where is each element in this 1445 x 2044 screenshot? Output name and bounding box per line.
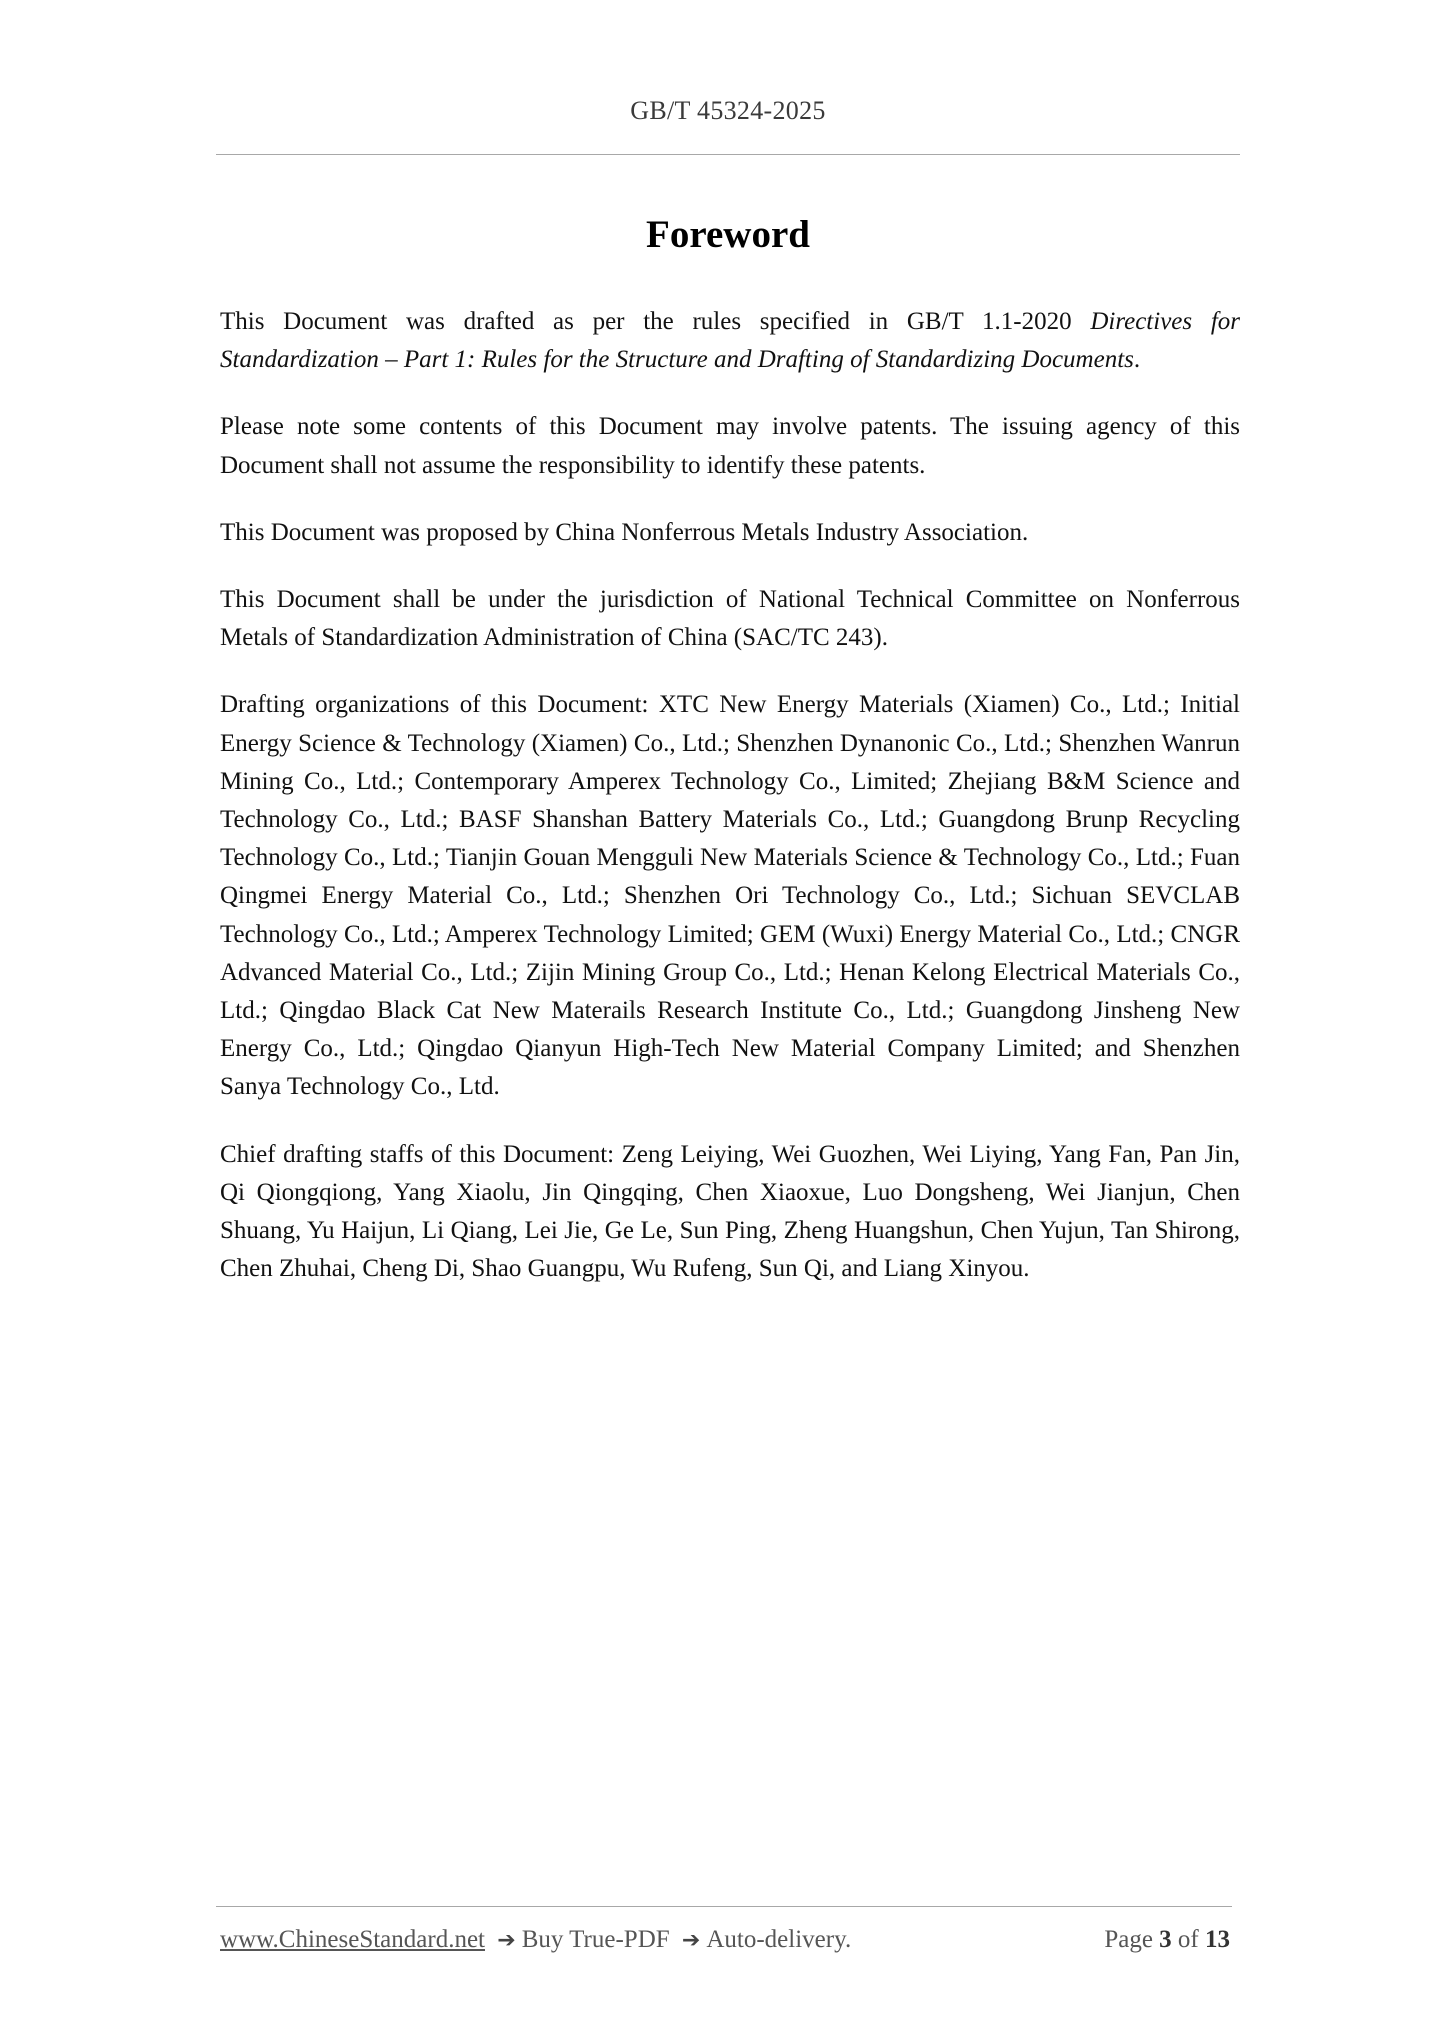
arrow-right-icon: ➔: [681, 1928, 701, 1953]
auto-delivery-text: Auto-delivery.: [706, 1926, 852, 1953]
paragraph-jurisdiction: This Document shall be under the jurisdiction of National Technical Committee on Nonferrous Metals of Standardization Administration of China (SAC/TC 243).: [220, 586, 1240, 652]
paragraph-drafting-staffs: Chief drafting staffs of this Document: Zeng Leiying, Wei Guozhen, Wei Liying, Yang Fan, Pan Jin, Qi Qiongqiong, Yang Xiaolu, Jin Qingqing, Chen Xiaoxue, Luo Dongsheng, Wei Jianjun, Chen Shuang, Yu Haijun, Li Qiang, Lei Jie, Ge Le, Sun Ping, Zheng Huangshun, Chen Yujun, Tan Shirong, Chen Zhuhai, Cheng Di, Shao Guangpu, Wu Rufeng, Sun Qi, and Liang Xinyou.: [220, 1140, 1240, 1283]
page-title: Foreword: [646, 213, 810, 256]
paragraph-proposed-by: This Document was proposed by China Nonferrous Metals Industry Association.: [220, 518, 1029, 546]
website-link[interactable]: www.ChineseStandard.net: [220, 1926, 485, 1953]
running-header: GB/T 45324-2025: [630, 96, 826, 125]
foreword-body: [220, 303, 1240, 1317]
directive-title: Directives for Standardization – Part 1: Rules for the Structure and Drafting of Standardizing Documents: [220, 308, 1240, 374]
page-number: [1104, 1926, 1230, 1954]
page-total: 13: [1205, 1926, 1230, 1953]
page-of-label: of: [1177, 1926, 1199, 1953]
footer-promo: [220, 1926, 851, 1954]
page-label: Page: [1104, 1926, 1153, 1953]
paragraph-drafting-rules-end: .: [1133, 346, 1141, 374]
paragraph-drafting-organizations: Drafting organizations of this Document: XTC New Energy Materials (Xiamen) Co., Ltd.; Initial Energy Science & Technology (Xiamen) Co., Ltd.; Shenzhen Dynanonic Co., Ltd.; Shenzhen Wanrun Mining Co., Ltd.; Contemporary Amperex Technology Co., Limited; Zhejiang B&M Science and Technology Co., Ltd.; BASF Shanshan Battery Materials Co., Ltd.; Guangdong Brunp Recycling Technology Co., Ltd.; Tianjin Gouan Mengguli New Materials Science & Technology Co., Ltd.; Fuan Qingmei Energy Material Co., Ltd.; Shenzhen Ori Technology Co., Ltd.; Sichuan SEVCLAB Technology Co., Ltd.; Amperex Technology Limited; GEM (Wuxi) Energy Material Co., Ltd.; CNGR Advanced Material Co., Ltd.; Zijin Mining Group Co., Ltd.; Henan Kelong Electrical Materials Co., Ltd.; Qingdao Black Cat New Materails Research Institute Co., Ltd.; Guangdong Jinsheng New Energy Co., Ltd.; Qingdao Qianyun High-Tech New Material Company Limited; and Shenzhen Sanya Technology Co., Ltd.: [220, 691, 1240, 1101]
buy-true-pdf-text: Buy True-PDF: [521, 1926, 670, 1953]
paragraph-patents: Please note some contents of this Document may involve patents. The issuing agency of this Document shall not assume the responsibility to identify these patents.: [220, 413, 1240, 479]
page-current: 3: [1159, 1926, 1172, 1953]
paragraph-drafting-rules-text: This Document was drafted as per the rules specified in GB/T 1.1-2020: [220, 308, 1091, 335]
header-divider: [216, 154, 1240, 155]
footer-divider: [216, 1906, 1232, 1907]
paragraph-drafting-rules: [220, 303, 1240, 379]
arrow-right-icon: ➔: [497, 1928, 516, 1953]
